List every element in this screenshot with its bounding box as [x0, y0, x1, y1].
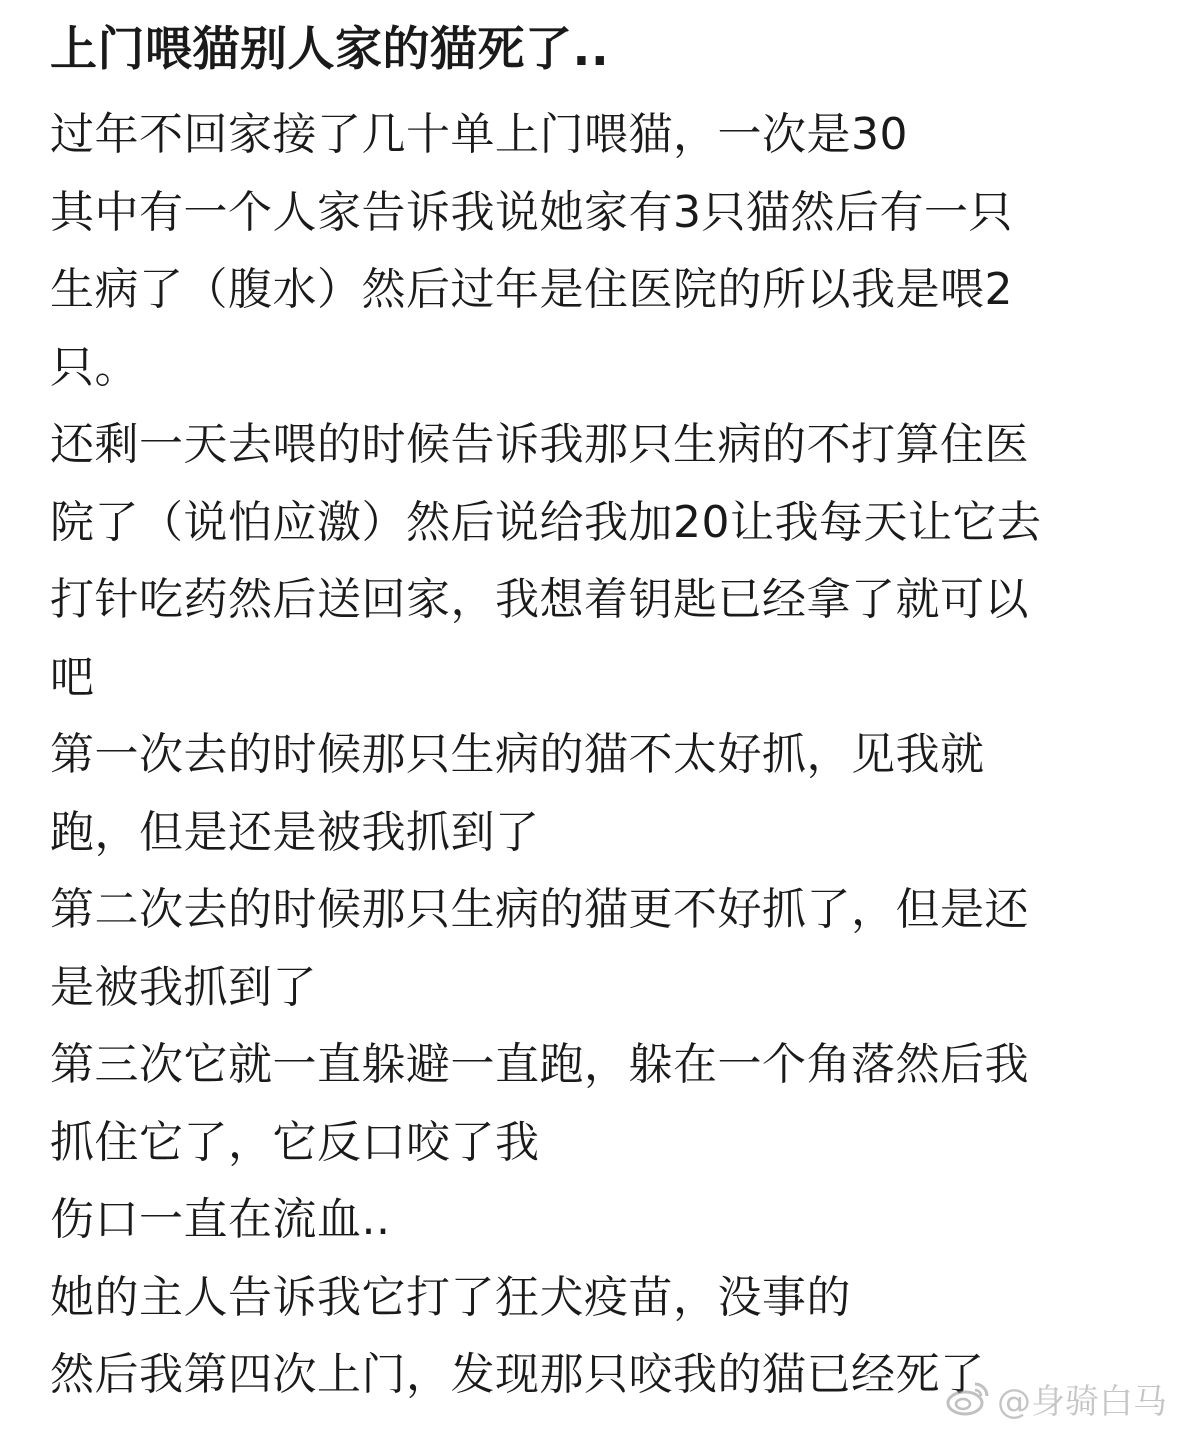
post-line: 吧	[50, 651, 95, 703]
post-line: 她的主人告诉我它打了狂犬疫苗，没事的	[50, 1271, 851, 1323]
post-line: 抓住它了，它反口咬了我	[50, 1116, 540, 1168]
post-line: 打针吃药然后送回家，我想着钥匙已经拿了就可以	[50, 574, 1029, 625]
post-line: 第三次它就一直躲避一直跑，躲在一个角落然后我	[50, 1039, 1029, 1090]
watermark-text: @身骑白马	[997, 1381, 1167, 1422]
post-line: 跑，但是还是被我抓到了	[50, 806, 540, 858]
post-line: 其中有一个人家告诉我说她家有3只猫然后有一只	[50, 186, 1013, 238]
post-line: 第二次去的时候那只生病的猫更不好抓了，但是还	[50, 884, 1029, 935]
post-line: 第一次去的时候那只生病的猫不太好抓，见我就	[50, 729, 985, 780]
post-line: 过年不回家接了几十单上门喂猫，一次是30	[50, 109, 908, 160]
post-line: 然后我第四次上门，发现那只咬我的猫已经死了	[50, 1349, 985, 1400]
post-body	[50, 96, 1140, 1414]
weibo-icon	[945, 1378, 991, 1418]
post-line: 还剩一天去喂的时候告诉我那只生病的不打算住医	[50, 419, 1029, 470]
post	[50, 18, 1140, 1414]
watermark	[945, 1373, 1167, 1423]
post-line: 只。	[50, 341, 139, 393]
post-line: 生病了（腹水）然后过年是住医院的所以我是喂2	[50, 264, 1013, 315]
post-line: 伤口一直在流血..	[50, 1194, 391, 1245]
post-line: 院了（说怕应激）然后说给我加20让我每天让它去	[50, 496, 1042, 548]
post-title: 上门喂猫别人家的猫死了..	[50, 22, 610, 77]
post-line: 是被我抓到了	[50, 961, 317, 1013]
